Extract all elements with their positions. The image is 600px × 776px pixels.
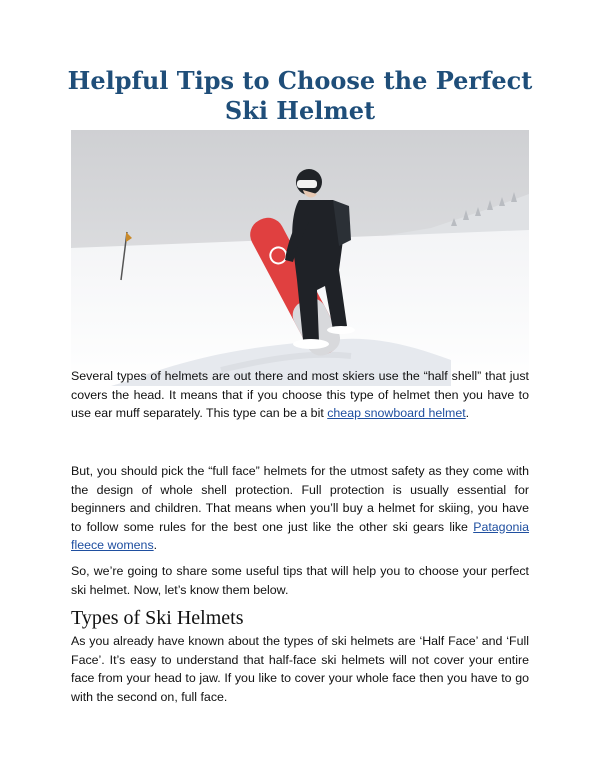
snowboarder-illustration: [71, 130, 529, 386]
paragraph-1-end: .: [465, 406, 470, 420]
paragraph-4: As you already have known about the types of ski helmets are ‘Half Face’ and ‘Full Face’. It’s easy to understand that half-face ski helmets will not cover your entire face from your head to jaw. If you like to cover your whole face then you have to go with the second on, full face.: [71, 634, 529, 704]
section-heading-types-of-ski-helmets: Types of Ski Helmets: [71, 607, 244, 629]
paragraph-3: So, we’re going to share some useful tips that will help you to choose your perfect ski helmet. Now, let’s know them below.: [71, 564, 529, 597]
paragraph-2: [71, 462, 529, 555]
cheap-snowboard-helmet-link[interactable]: cheap snowboard helmet: [327, 406, 466, 420]
article-title-line-1: Helpful Tips to Choose the Perfect: [67, 66, 533, 95]
patagonia-fleece-womens-link[interactable]: Patagonia fleece womens: [71, 519, 529, 552]
article-title: [60, 66, 540, 126]
paragraph-1-text: Several types of helmets are out there and most skiers use the “half shell” that just covers the head. It means that if you choose this type of helmet then you have to use ear muff separately. This type can be a bit: [71, 369, 529, 420]
paragraph-2-text: But, you should pick the “full face” helmets for the utmost safety as they come with the design of whole shell protection. Full protection is usually essential for beginners and children. That means when you’ll buy a helmet for skiing, you have to follow some rules for the best one just like the other ski gears like: [71, 464, 529, 534]
hero-photo-snowboarder: [71, 130, 529, 386]
paragraph-1: [71, 367, 529, 423]
paragraph-2-end: .: [153, 538, 158, 552]
article-title-line-2: Ski Helmet: [224, 96, 376, 125]
